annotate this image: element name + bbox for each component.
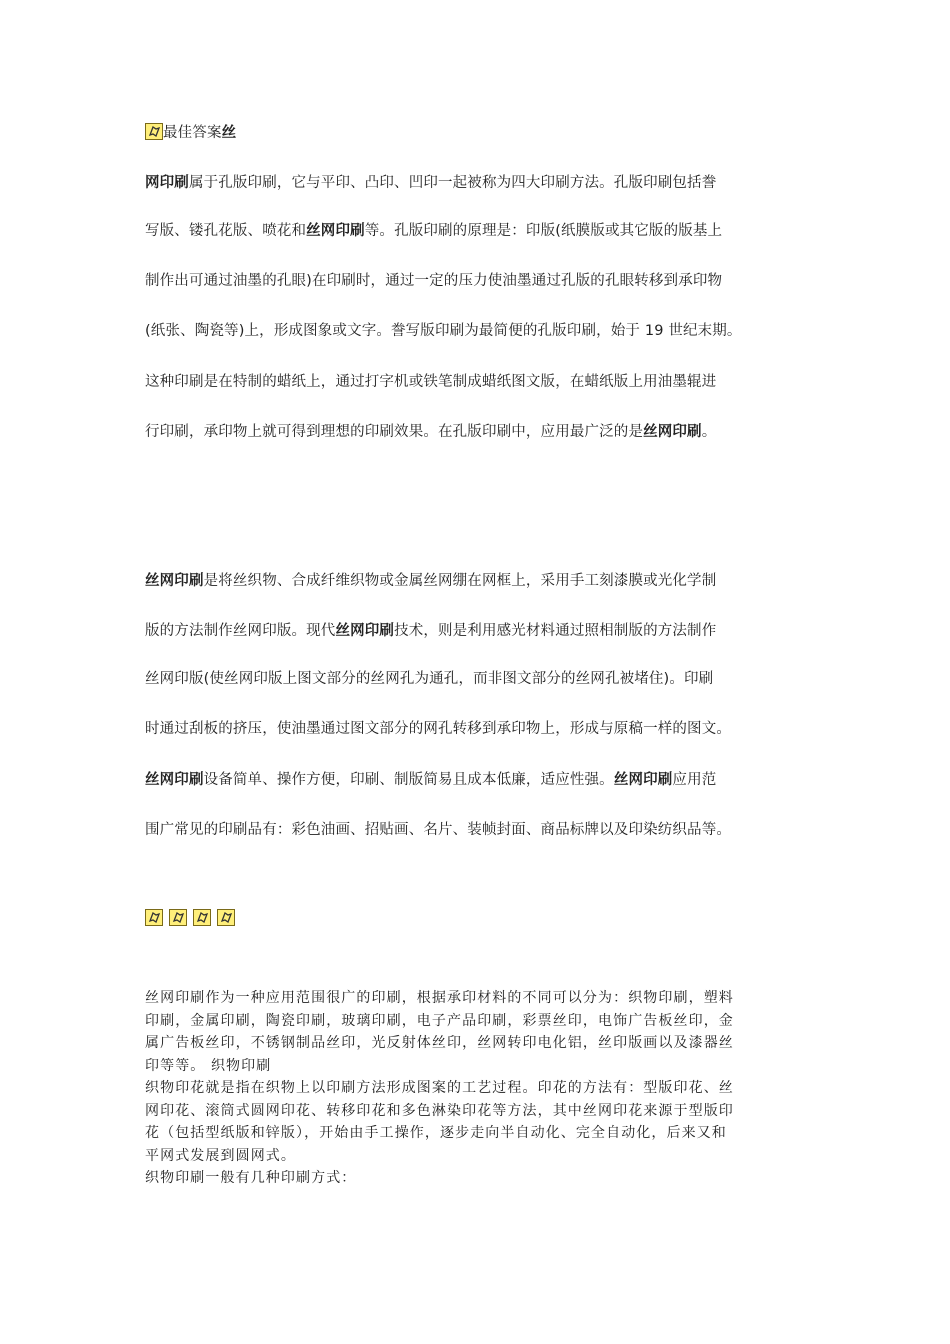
bold-term: 丝网印刷 [643,424,702,440]
para3-line: 平网式发展到圆网式。 [145,1147,296,1164]
answer-heading [145,123,236,143]
answer-badge-icon [169,909,187,926]
line-text: 写版、镂孔花版、喷花和 [145,223,307,239]
answer-badge-icon [145,123,163,140]
line-text: (纸张、陶瓷等)上，形成图象或文字。誊写版印刷为最简便的孔版印刷，始于 19 世纪末期。 [145,323,742,339]
para3-line: 花（包括型纸版和锌版），开始由手工操作，逐步走向半自动化、完全自动化，后来又和 [145,1125,727,1141]
para1-line [145,422,716,442]
para2-line [145,770,716,790]
para2-line [145,820,731,840]
para3-line: 印等等。 织物印刷 [145,1057,272,1074]
bold-term: 丝网印刷 [145,772,204,788]
line-text: 围广常见的印刷品有：彩色油画、招贴画、名片、装帧封面、商品标牌以及印染纺织品等。 [145,822,731,838]
para1-line [145,372,716,392]
line-text: 制作出可通过油墨的孔眼)在印刷时，通过一定的压力使油墨通过孔版的孔眼转移到承印物 [145,273,723,289]
para2-line [145,621,716,641]
para3-line: 丝网印刷作为一种应用范围很广的印刷，根据承印材料的不同可以分为：织物印刷，塑料 [145,990,734,1006]
line-text: 属于孔版印刷，它与平印、凸印、凹印一起被称为四大印刷方法。孔版印刷包括誊 [188,175,717,191]
heading-text: 最佳答案 [163,125,222,141]
line-text: 。 [701,424,717,440]
line-text: 技术，则是利用感光材料通过照相制版的方法制作 [394,623,717,639]
para3-line: 属广告板丝印，不锈钢制品丝印，光反射体丝印，丝网转印电化铝，丝印版画以及漆器丝 [145,1035,734,1051]
answer-badge-icon [193,909,211,926]
answer-badge-icon [217,909,235,926]
icon-row [145,909,235,926]
para2-line [145,571,716,591]
bold-term: 网印刷 [145,175,189,191]
line-text: 丝网印版(使丝网印版上图文部分的丝网孔为通孔，而非图文部分的丝网孔被堵住)。印刷 [145,671,714,687]
para1-line [145,173,716,193]
para1-line [145,321,742,341]
bold-term: 丝网印刷 [145,573,204,589]
para1-line [145,271,722,291]
line-text: 时通过刮板的挤压，使油墨通过图文部分的网孔转移到承印物上，形成与原稿一样的图文。 [145,721,731,737]
line-text: 这种印刷是在特制的蜡纸上，通过打字机或铁笔制成蜡纸图文版，在蜡纸版上用油墨辊进 [145,374,717,390]
bold-term: 丝网印刷 [335,623,395,639]
line-text: 版的方法制作丝网印版。现代 [145,623,336,639]
line-text: 设备简单、操作方便，印刷、制版简易且成本低廉，适应性强。 [203,772,614,788]
para3 [145,987,810,1190]
heading-bold-tail: 丝 [221,125,237,141]
bold-term: 丝网印刷 [613,772,673,788]
para2-line [145,669,713,689]
para3-line: 网印花、滚筒式圆网印花、转移印花和多色淋染印花等方法，其中丝网印花来源于型版印 [145,1102,734,1119]
bold-term: 丝网印刷 [306,223,365,239]
para2-line [145,719,731,739]
line-text: 行印刷，承印物上就可得到理想的印刷效果。在孔版印刷中，应用最广泛的是 [145,424,644,440]
para3-line: 织物印花就是指在织物上以印刷方法形成图案的工艺过程。印花的方法有：型版印花、丝 [145,1080,734,1096]
answer-badge-icon [145,909,163,926]
line-text: 是将丝织物、合成纤维织物或金属丝网绷在网框上，采用手工刻漆膜或光化学制 [203,573,717,589]
line-text: 等。孔版印刷的原理是：印版(纸膜版或其它版的版基上 [364,223,723,239]
para3-line: 织物印刷一般有几种印刷方式： [145,1170,357,1186]
para1-line [145,221,722,241]
line-text: 应用范 [672,772,717,788]
para3-line: 印刷，金属印刷，陶瓷印刷，玻璃印刷，电子产品印刷，彩票丝印，电饰广告板丝印，金 [145,1012,734,1029]
